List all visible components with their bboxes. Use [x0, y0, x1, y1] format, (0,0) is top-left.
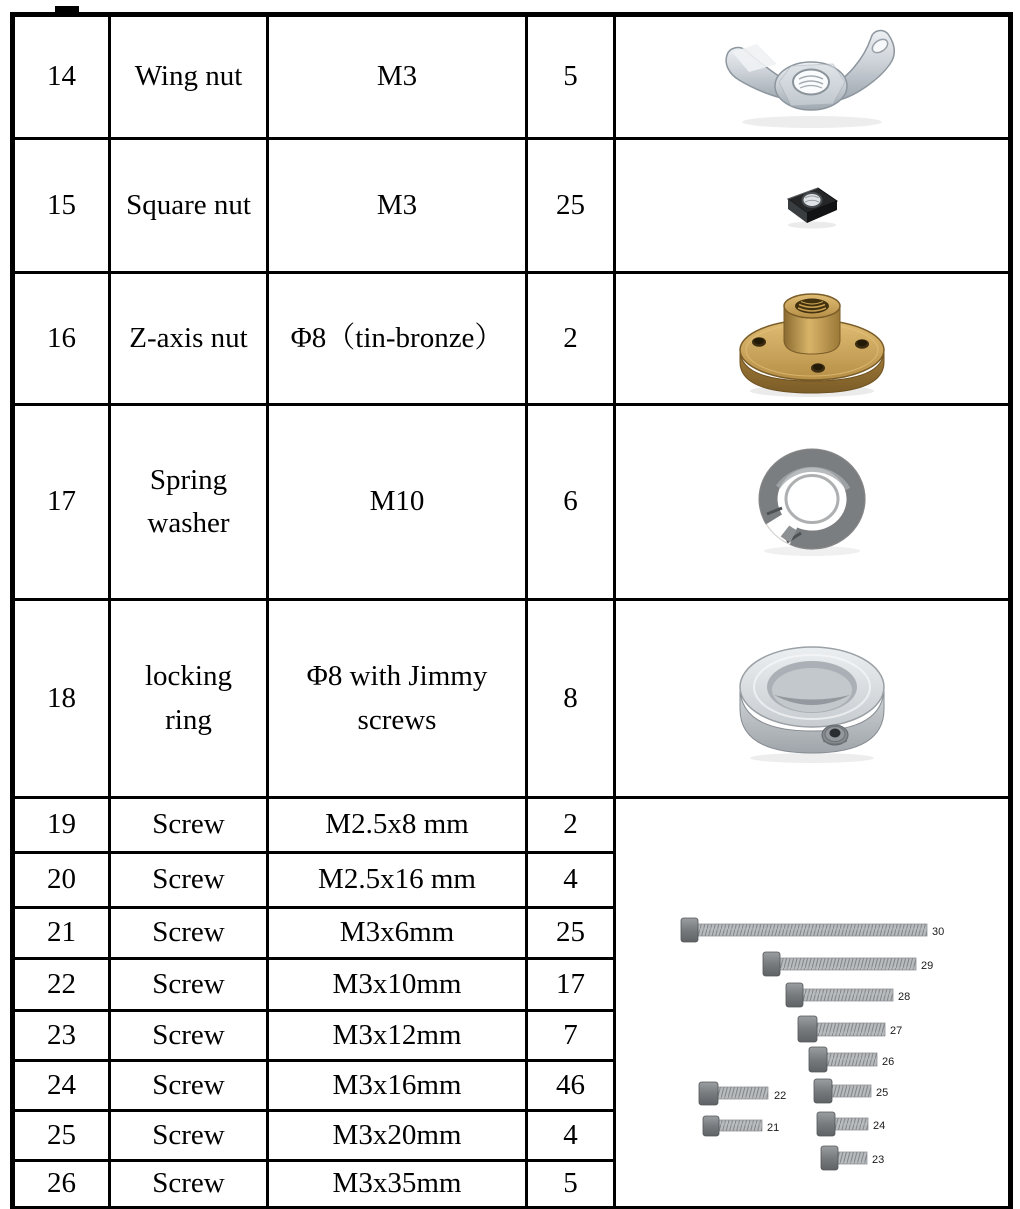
cell-qty: 5: [527, 15, 615, 139]
cell-qty: 6: [527, 405, 615, 600]
cell-image: [615, 15, 1011, 139]
z-axis-nut-image: [732, 276, 892, 401]
cell-name: Z-axis nut: [110, 273, 268, 405]
svg-text:28: 28: [898, 991, 911, 1003]
locking-ring-image: [722, 631, 902, 766]
screw-23: [821, 1146, 884, 1170]
cell-qty: 25: [527, 908, 615, 959]
cell-qty: 2: [527, 273, 615, 405]
cell-image: [615, 405, 1011, 600]
cell-qty: 46: [527, 1061, 615, 1111]
wing-nut-image: [687, 22, 937, 132]
cell-no: 22: [13, 959, 110, 1011]
screw-29: [763, 952, 933, 976]
cell-qty: 2: [527, 798, 615, 853]
cell-image: [615, 139, 1011, 273]
screw-26: [809, 1047, 894, 1072]
screw-28: [786, 983, 910, 1007]
screw-sizes-image: [616, 799, 1012, 1206]
cell-no: 14: [13, 15, 110, 139]
screw-21: [703, 1116, 779, 1136]
cell-name: Screw: [110, 1111, 268, 1161]
threaded-bore: [793, 70, 829, 95]
screw-22: [699, 1082, 786, 1105]
cell-spec: M3x6mm: [268, 908, 527, 959]
cell-no: 18: [13, 600, 110, 798]
cell-name: Screw: [110, 853, 268, 908]
cell-no: 15: [13, 139, 110, 273]
cell-spec: M2.5x8 mm: [268, 798, 527, 853]
svg-text:30: 30: [932, 926, 945, 938]
svg-text:22: 22: [774, 1090, 787, 1102]
cell-image: [615, 600, 1011, 798]
cell-no: 17: [13, 405, 110, 600]
svg-text:27: 27: [890, 1025, 903, 1037]
cell-image: [615, 273, 1011, 405]
cell-spec: M3: [268, 15, 527, 139]
screw-30: [681, 918, 944, 942]
table-row: [13, 600, 1011, 798]
cell-spec: M3x35mm: [268, 1161, 527, 1209]
cell-no: 19: [13, 798, 110, 853]
cell-qty: 17: [527, 959, 615, 1011]
cell-spec: M2.5x16 mm: [268, 853, 527, 908]
cell-name: Screw: [110, 959, 268, 1011]
cell-name: Screw: [110, 908, 268, 959]
cell-no: 23: [13, 1011, 110, 1061]
svg-text:21: 21: [767, 1122, 780, 1134]
cell-name: Screw: [110, 798, 268, 853]
cell-name: Screw: [110, 1161, 268, 1209]
cell-no: 26: [13, 1161, 110, 1209]
cell-no: 16: [13, 273, 110, 405]
screw-24: [817, 1112, 885, 1136]
cell-name: Spring washer: [110, 405, 268, 600]
cell-spec: M3x20mm: [268, 1111, 527, 1161]
cell-spec: M10: [268, 405, 527, 600]
cell-no: 25: [13, 1111, 110, 1161]
cell-spec: M3x12mm: [268, 1011, 527, 1061]
cell-name: Screw: [110, 1061, 268, 1111]
spring-washer-image: [745, 445, 880, 560]
cell-spec: M3: [268, 139, 527, 273]
table-row: [13, 405, 1011, 600]
cell-spec: M3x16mm: [268, 1061, 527, 1111]
cell-no: 20: [13, 853, 110, 908]
table-row: [13, 15, 1011, 139]
parts-table: [10, 12, 1013, 1209]
cell-screws-image: [615, 798, 1011, 1209]
table-row: [13, 273, 1011, 405]
cell-spec: Φ8 with Jimmy screws: [268, 600, 527, 798]
cell-name: Screw: [110, 1011, 268, 1061]
square-nut-image: [780, 179, 844, 233]
svg-text:23: 23: [872, 1154, 885, 1166]
svg-text:29: 29: [921, 960, 934, 972]
cell-name: Square nut: [110, 139, 268, 273]
svg-text:25: 25: [876, 1087, 889, 1099]
table-row: [13, 139, 1011, 273]
screw-27: [798, 1016, 902, 1042]
cell-qty: 4: [527, 1111, 615, 1161]
screw-25: [814, 1079, 888, 1103]
cell-name: Wing nut: [110, 15, 268, 139]
cell-qty: 5: [527, 1161, 615, 1209]
cell-name: locking ring: [110, 600, 268, 798]
svg-text:24: 24: [873, 1120, 886, 1132]
cell-no: 24: [13, 1061, 110, 1111]
svg-text:26: 26: [882, 1056, 895, 1068]
set-screw: [822, 725, 848, 745]
cell-qty: 4: [527, 853, 615, 908]
table-row: [13, 798, 1011, 853]
cell-spec: Φ8（tin-bronze）: [268, 273, 527, 405]
cell-spec: M3x10mm: [268, 959, 527, 1011]
cell-qty: 8: [527, 600, 615, 798]
cell-qty: 7: [527, 1011, 615, 1061]
cell-no: 21: [13, 908, 110, 959]
cell-qty: 25: [527, 139, 615, 273]
